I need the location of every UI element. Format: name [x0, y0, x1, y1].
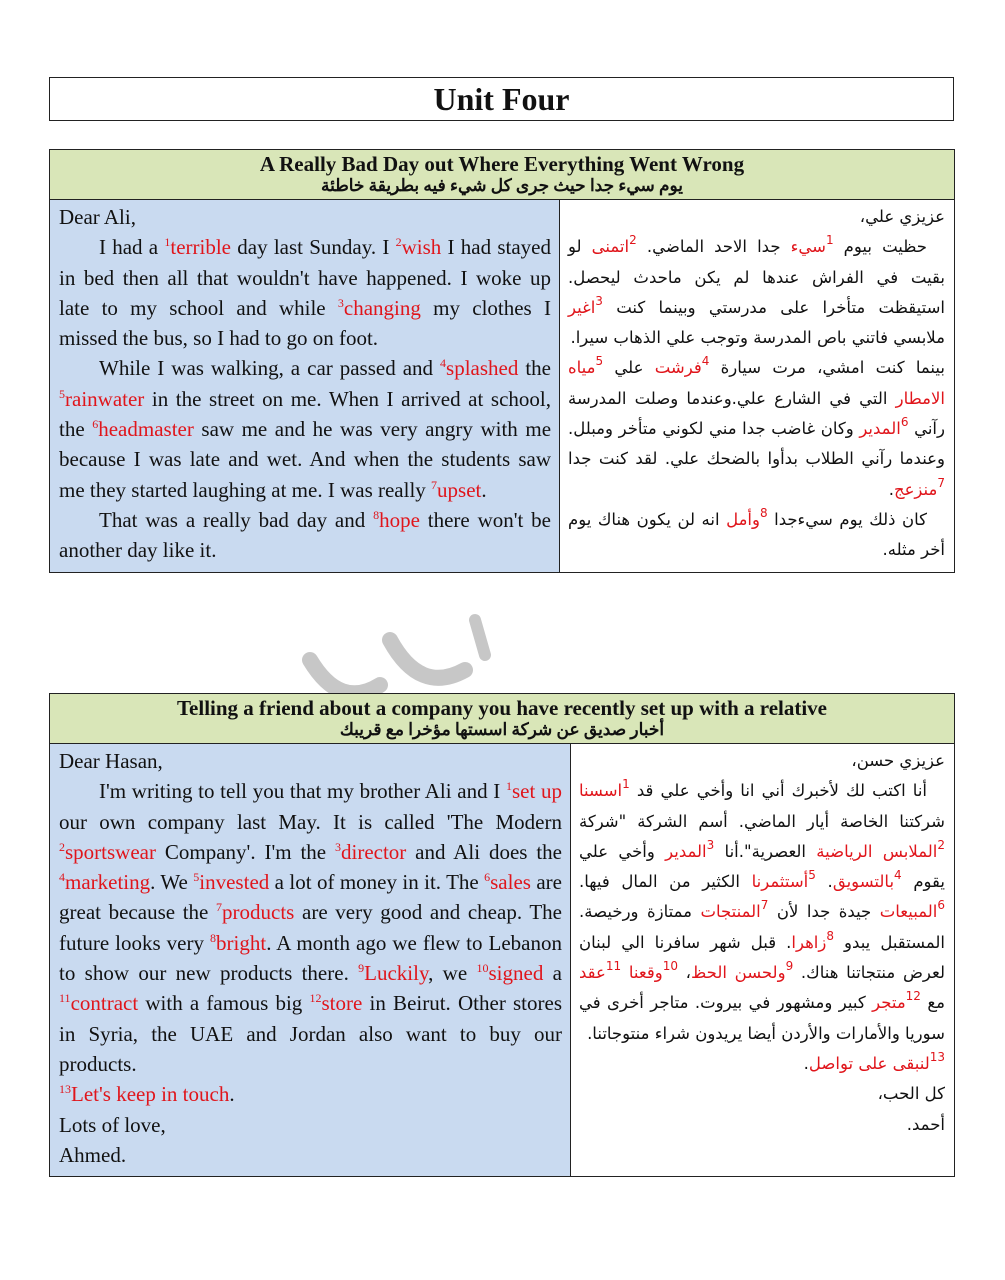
text-run: and Ali does the — [406, 839, 562, 864]
vocab-word: وأمل — [726, 509, 760, 529]
vocab-number: 8 — [826, 928, 834, 943]
vocab-number: 13 — [929, 1049, 945, 1064]
text-run: أنا اكتب لك لأخبرك أني انا وأخي علي قد — [629, 781, 927, 801]
text-run: جيدة جدا لأن — [768, 902, 880, 922]
vocab-word: اسسنا — [579, 781, 623, 801]
text-run: . — [888, 479, 894, 499]
text-run: While I was walking, a car passed and — [99, 356, 441, 381]
vocab-word: splashed — [446, 356, 519, 381]
vocab-number: 4 — [701, 354, 710, 369]
text-run: بينما كنت امشي، مرت سيارة — [709, 358, 945, 378]
vocab-number: 9 — [785, 959, 794, 974]
vocab-word: rainwater — [65, 386, 145, 411]
vocab-number: 11 — [59, 991, 71, 1006]
card-heading — [50, 150, 954, 200]
closing: كل الحب، — [877, 1084, 945, 1104]
greeting: عزيزي علي، — [859, 207, 945, 226]
arabic-letter — [560, 200, 953, 572]
paragraph-1 — [579, 776, 945, 1049]
greeting: Dear Ali, — [59, 205, 136, 229]
text-run: a — [543, 961, 562, 986]
vocab-word: terrible — [170, 235, 232, 260]
vocab-number: 1 — [505, 779, 512, 794]
vocab-word: المنتجات — [700, 902, 761, 922]
vocab-word: products — [222, 900, 295, 925]
text-run: . — [229, 1082, 235, 1107]
vocab-number: 3 — [595, 293, 603, 308]
vocab-number: 3 — [335, 839, 341, 854]
text-run: , we — [428, 961, 477, 986]
vocab-word: اغير — [568, 297, 596, 317]
letter-card-company — [49, 693, 955, 1177]
text-run: ، — [677, 963, 691, 983]
card-body — [50, 200, 954, 572]
vocab-number: 8 — [759, 505, 768, 520]
vocab-number: 7 — [216, 900, 223, 915]
text-run: . We — [150, 870, 194, 895]
vocab-word: بالتسويق — [832, 872, 895, 892]
paragraph-2 — [59, 1079, 562, 1109]
vocab-word: Let's keep in touch — [71, 1082, 230, 1107]
vocab-word: منزعج — [893, 479, 938, 499]
text-run: are very good and cheap. The future looks very — [59, 900, 562, 955]
vocab-word: زاهرا — [791, 932, 827, 952]
vocab-number: 6 — [92, 417, 99, 432]
vocab-number: 11 — [605, 959, 622, 974]
letter-card-bad-day — [49, 149, 955, 573]
vocab-number: 3 — [706, 837, 715, 852]
text-run: علي — [603, 358, 655, 378]
vocab-number: 2 — [937, 837, 946, 852]
vocab-word: hope — [379, 507, 420, 532]
vocab-number: 5 — [595, 354, 604, 369]
vocab-word: سيء — [790, 237, 826, 257]
vocab-word: الملابس الرياضية — [816, 841, 938, 861]
vocab-number: 13 — [59, 1082, 71, 1097]
closing: Lots of love, — [59, 1112, 166, 1137]
text-run — [621, 963, 629, 982]
arabic-letter — [571, 744, 953, 1176]
text-run: the — [518, 356, 552, 381]
vocab-word: أستثمرنا — [751, 872, 809, 892]
heading-english: Telling a friend about a company you have recently set up with a relative — [176, 696, 828, 720]
vocab-word: marketing — [65, 870, 151, 895]
card-body — [50, 744, 954, 1176]
text-run: a lot of money in it. The — [269, 870, 485, 895]
paragraph-3 — [568, 505, 945, 566]
vocab-word: store — [321, 991, 363, 1016]
vocab-word: المدير — [859, 419, 901, 439]
text-run: وأخي علي يقوم — [579, 841, 945, 892]
text-run: with a famous big — [138, 991, 310, 1016]
signature: Ahmed. — [59, 1142, 127, 1167]
text-run: day last Sunday. I — [231, 235, 396, 260]
vocab-number: 1 — [164, 235, 171, 250]
text-run: لو بقيت في الفراش عندها لم يكن ماحدث ليحصل. استيقظت متأخرا على مدرستي وبينما كنت — [568, 237, 945, 317]
vocab-number: 1 — [825, 233, 834, 248]
greeting: عزيزي حسن، — [851, 751, 945, 770]
text-run: in the street on me. When I arrived at school, the — [59, 386, 551, 442]
vocab-number: 10 — [662, 959, 678, 974]
greeting: Dear Hasan, — [59, 749, 163, 773]
text-run: . A month ago we flew to Lebanon to show our new products there. — [59, 930, 562, 986]
vocab-number: 6 — [900, 415, 909, 430]
vocab-word: contract — [70, 991, 139, 1016]
vocab-word: اتمنى — [591, 237, 630, 257]
vocab-word: لنبقى على تواصل — [808, 1053, 930, 1073]
text-run: That was a really bad day and — [99, 507, 374, 532]
text-run: my clothes I missed the bus, so I had to go on foot. — [59, 295, 551, 351]
vocab-word: bright — [216, 930, 267, 955]
text-run: there won't be another day like it. — [59, 507, 552, 563]
heading-arabic: يوم سيء جدا حيث جرى كل شيء فيه بطريقة خاطئة — [320, 176, 684, 195]
vocab-number: 6 — [937, 898, 945, 913]
text-run: I had stayed in bed then all that wouldn't have happened. I woke up late to my school and while — [59, 235, 551, 320]
text-run: I'm writing to tell you that my brother Ali and I — [99, 779, 506, 804]
english-letter — [50, 200, 560, 572]
vocab-number: 3 — [337, 295, 344, 310]
vocab-word: مياه الامطار — [568, 358, 945, 408]
vocab-number: 2 — [59, 839, 65, 854]
vocab-number: 5 — [59, 386, 65, 401]
text-run: انه لن يكون هناك يوم أخر مثله. — [568, 509, 945, 560]
text-run: جدا الاحد الماضي. — [636, 237, 791, 257]
vocab-word: headmaster — [98, 417, 194, 442]
vocab-number: 7 — [431, 477, 438, 492]
vocab-number: 1 — [622, 777, 630, 792]
vocab-number: 4 — [440, 356, 447, 371]
signature: أحمد. — [906, 1114, 945, 1134]
vocab-word: عقد — [579, 963, 606, 983]
vocab-word: wish — [401, 235, 442, 260]
paragraph-2 — [59, 353, 551, 504]
text-run: شركتنا الخاصة أيار الماضي. أسم الشركة "شركة — [579, 811, 945, 831]
vocab-number: 4 — [894, 868, 902, 883]
paragraph-1 — [568, 232, 945, 353]
page-title: Unit Four — [49, 77, 954, 121]
vocab-word: director — [341, 839, 407, 864]
heading-arabic: أخبار صديق عن شركة اسستها مؤخرا مع قريبك — [339, 720, 665, 739]
vocab-word: sales — [490, 870, 531, 895]
text-run: كبير ومشهور في بيروت. متاجر أخرى في سوريا والأمارات والأردن أيضا يريدون شراء منتوجاتنا. — [579, 993, 945, 1043]
vocab-word: وقعنا — [628, 963, 663, 983]
vocab-number: 7 — [760, 898, 769, 913]
vocab-number: 7 — [937, 475, 945, 490]
text-run: ملابسي فاتني باص المدرسة وتوجب علي الذهاب سيرا. — [570, 328, 945, 348]
vocab-word: Luckily — [364, 961, 429, 986]
paragraph-2 — [568, 353, 945, 504]
vocab-word: ولحسن الحظ — [691, 963, 786, 983]
english-letter — [50, 744, 571, 1176]
vocab-number: 5 — [193, 870, 200, 885]
vocab-word: المبيعات — [879, 902, 938, 922]
vocab-number: 12 — [309, 991, 322, 1006]
vocab-word: changing — [343, 295, 421, 320]
paragraph-2 — [579, 1049, 945, 1079]
text-run: in Beirut. Other stores in Syria, the UAE and Jordan also want to buy our products. — [59, 991, 563, 1076]
text-run: كان ذلك يوم سيءجدا — [767, 509, 927, 529]
text-run: حظيت بيوم — [833, 237, 928, 257]
vocab-number: 8 — [373, 507, 380, 522]
text-run: I had a — [99, 235, 165, 260]
vocab-number: 5 — [808, 868, 816, 883]
text-run: . — [481, 477, 487, 502]
text-run: وكان غاضب جدا مني لكوني متأخر ومبلل. وعندما رآني الطلاب بدأوا بالضحك علي. لقد كنت جدا — [568, 419, 945, 469]
text-run: ممتازة ورخيصة. المستقبل يبدو — [579, 902, 945, 952]
text-run: saw me and he was very angry with me because I was late and wet. And when the students saw me they started laughing at me. I was really — [59, 417, 552, 502]
vocab-word: set up — [511, 779, 563, 804]
vocab-number: 6 — [484, 870, 491, 885]
card-heading — [50, 694, 954, 744]
heading-english: A Really Bad Day out Where Everything Went Wrong — [259, 152, 745, 176]
text-run: . قبل شهر سافرنا الي لبنان لعرض منتجاتنا هناك. — [579, 932, 945, 983]
vocab-number: 12 — [905, 989, 921, 1004]
text-run: الكثير من المال فيها. — [579, 872, 752, 892]
text-run: العصرية".أنا — [714, 841, 817, 861]
text-run: التي في الشارع علي.وعندما وصلت المدرسة رآني — [568, 388, 945, 439]
vocab-number: 9 — [358, 961, 365, 976]
vocab-number: 8 — [210, 930, 217, 945]
text-run: Company'. I'm the — [155, 839, 335, 864]
vocab-number: 2 — [395, 235, 402, 250]
vocab-number: 2 — [629, 233, 637, 248]
paragraph-1 — [59, 232, 551, 353]
paragraph-1 — [59, 776, 562, 1079]
vocab-number: 10 — [476, 961, 489, 976]
vocab-word: signed — [488, 961, 544, 986]
vocab-word: فرشت — [654, 358, 702, 378]
vocab-word: المدير — [665, 841, 707, 861]
vocab-word: sportswear — [65, 839, 156, 864]
vocab-word: upset — [437, 477, 482, 502]
text-run: are great because the — [59, 870, 562, 925]
text-run: . — [815, 872, 833, 892]
text-run: . — [803, 1053, 809, 1073]
paragraph-3 — [59, 505, 551, 566]
vocab-number: 4 — [59, 870, 65, 885]
text-run: مع — [920, 993, 945, 1013]
text-run: our own company last May. It is called 'The Modern — [59, 809, 562, 834]
vocab-word: invested — [199, 870, 270, 895]
vocab-word: متجر — [872, 993, 906, 1013]
